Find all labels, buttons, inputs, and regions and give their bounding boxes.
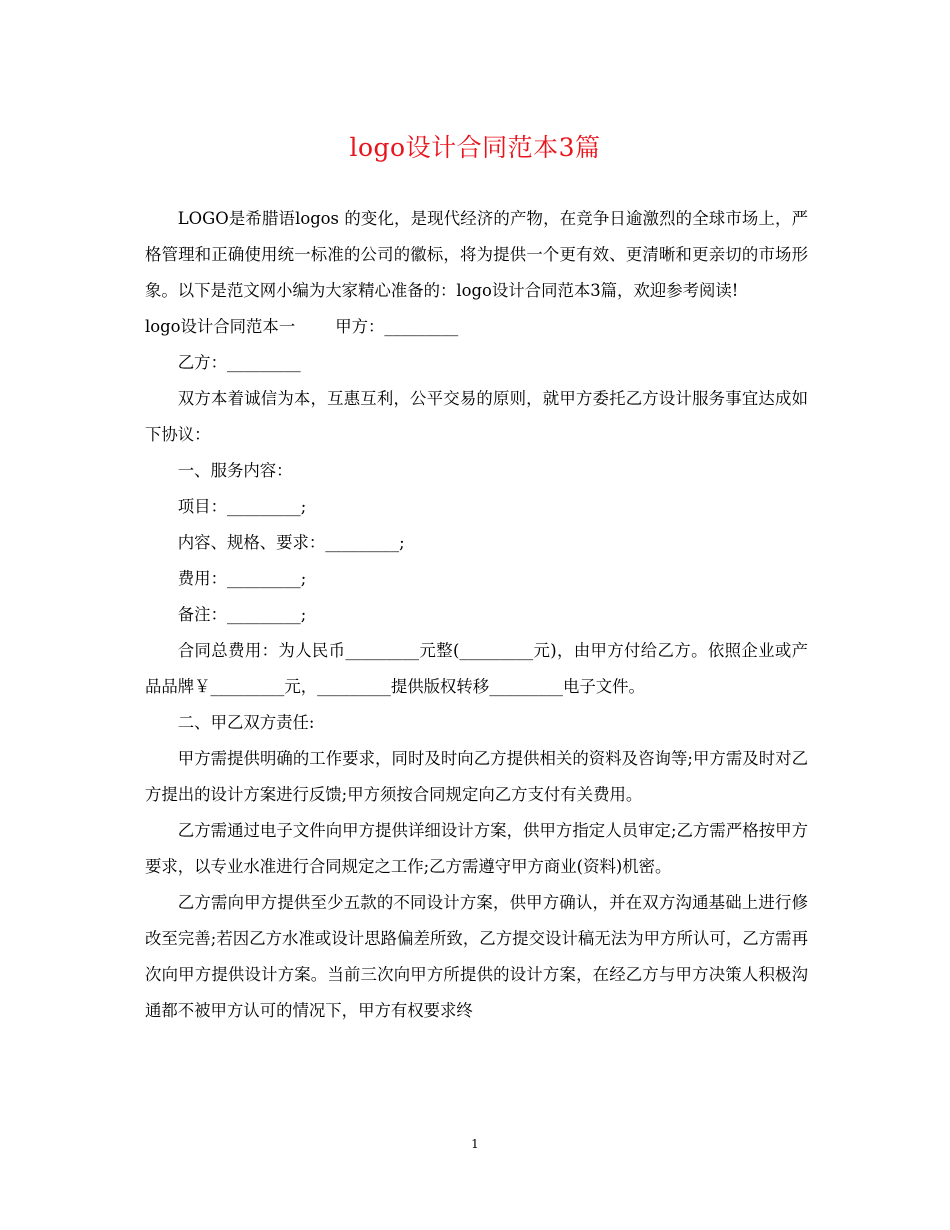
party-b-line: 乙方：_________ [177,353,301,372]
document-body [145,201,808,1029]
agreement-intro-paragraph: 双方本着诚信为本，互惠互利，公平交易的原则，就甲方委托乙方设计服务事宜达成如下协议： [145,389,808,444]
section-heading: logo设计合同范本一 [145,317,296,336]
clause-two-heading: 二、甲乙双方责任: [177,713,315,732]
party-a-duty-paragraph: 甲方需提供明确的工作要求，同时及时向乙方提供相关的资料及咨询等;甲方需及时对乙方提出的设计方案进行反馈;甲方须按合同规定向乙方支付有关费用。 [145,749,808,804]
item-remarks: 备注：_________; [177,605,307,624]
party-b-duty-paragraph-2: 乙方需向甲方提供至少五款的不同设计方案，供甲方确认，并在双方沟通基础上进行修改至完善;若因乙方水准或设计思路偏差所致，乙方提交设计稿无法为甲方所认可，乙方需再次向甲方提供设计方案。当前三次向甲方所提供的设计方案，在经乙方与甲方决策人积极沟通都不被甲方认可的情况下，甲方有权要求终 [145,893,808,1020]
section-heading-line [145,309,808,345]
item-specs: 内容、规格、要求：_________; [177,533,405,552]
party-a-line: 甲方：_________ [335,317,459,336]
party-b-duty-paragraph-1: 乙方需通过电子文件向甲方提供详细设计方案，供甲方指定人员审定;乙方需严格按甲方要求，以专业水准进行合同规定之工作;乙方需遵守甲方商业(资料)机密。 [145,821,808,876]
clause-one-heading: 一、服务内容： [177,461,293,480]
total-fee-paragraph: 合同总费用：为人民币_________元整(_________元)，由甲方付给乙方。依照企业或产品品牌￥_________元，_________提供版权转移_________电子文件。 [145,641,808,696]
item-fee: 费用：_________; [177,569,307,588]
page-number: 1 [471,1137,479,1151]
intro-paragraph: LOGO是希腊语logos 的变化，是现代经济的产物，在竞争日逾激烈的全球市场上，严格管理和正确使用统一标准的公司的徽标，将为提供一个更有效、更清晰和更亲切的市场形象。以下是范文网小编为大家精心准备的：logo设计合同范本3篇，欢迎参考阅读! [145,209,808,300]
item-project: 项目：_________; [177,497,307,516]
document-title: logo设计合同范本3篇 [349,133,601,162]
